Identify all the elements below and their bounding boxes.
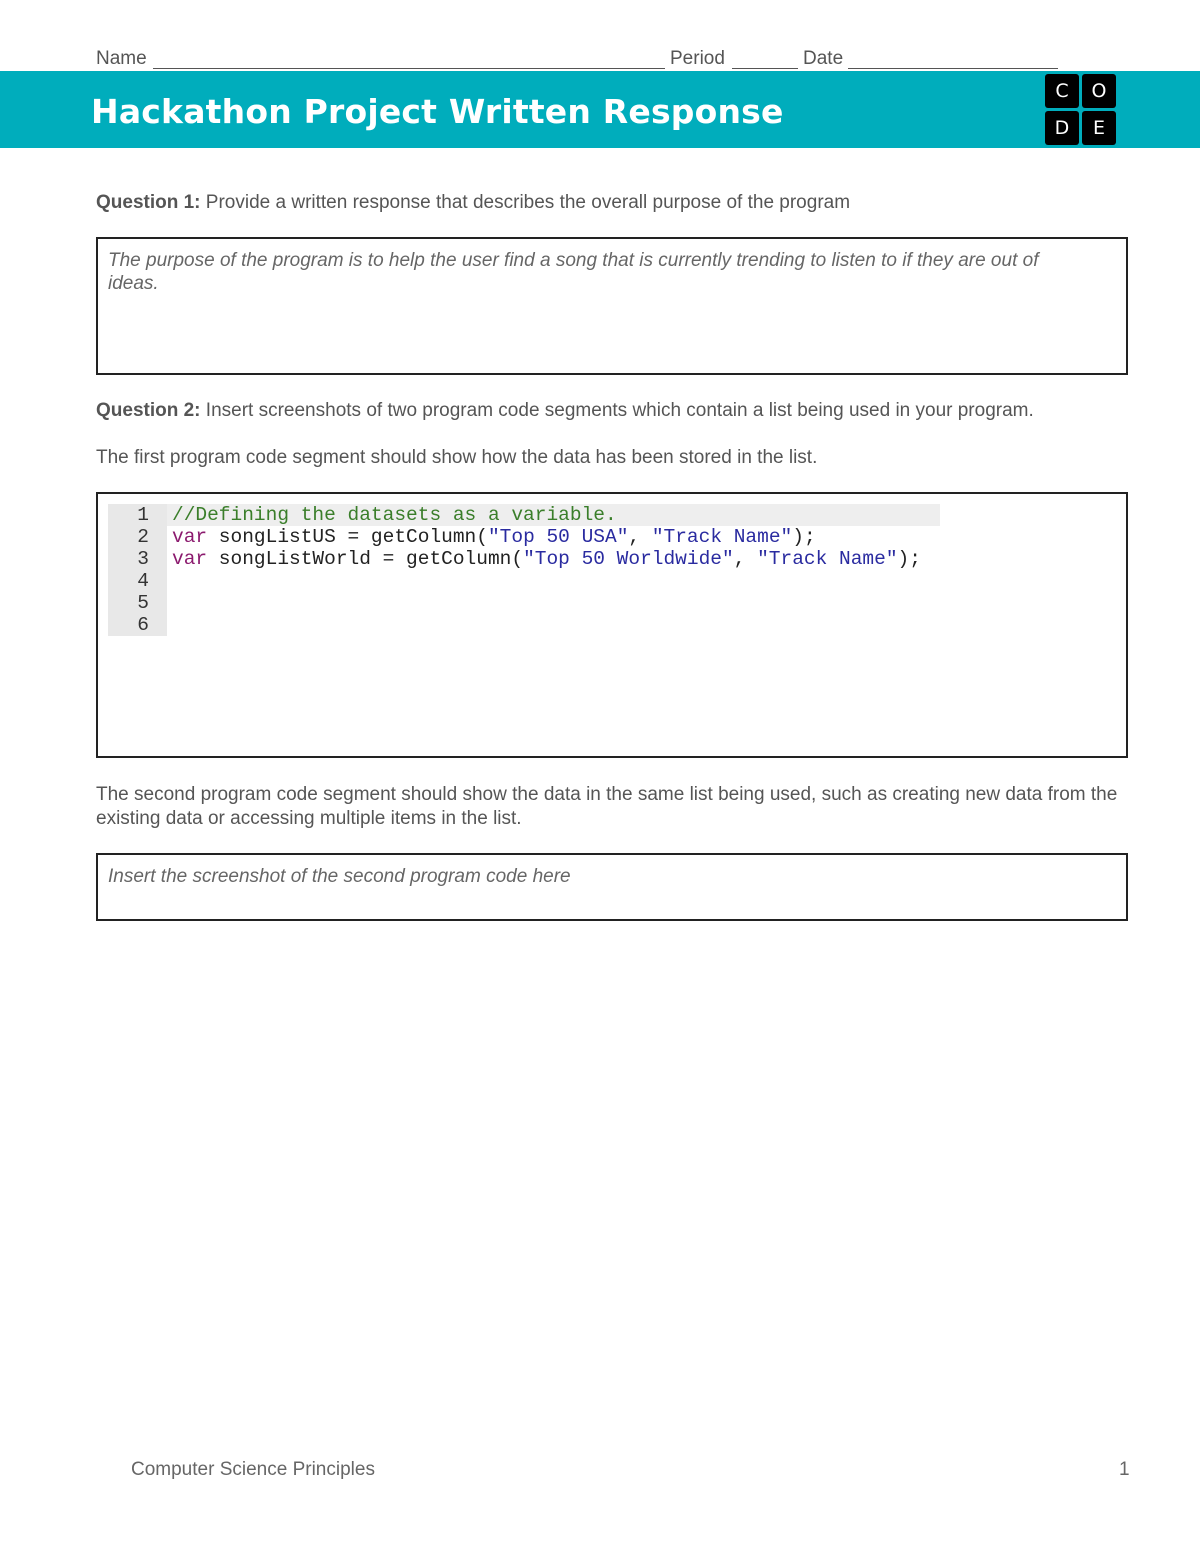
line-number: 4 [108, 570, 167, 592]
code-token: "Track Name" [651, 526, 793, 548]
code-token: var [172, 548, 208, 570]
code-token: songListUS = getColumn( [207, 526, 488, 548]
code-token: "Top 50 USA" [487, 526, 629, 548]
line-number: 5 [108, 592, 167, 614]
line-number: 3 [108, 548, 167, 570]
code-line [108, 504, 940, 526]
code-token: songListWorld = getColumn( [207, 548, 524, 570]
question-1-answer-box[interactable] [96, 237, 1128, 375]
code-text [172, 526, 816, 548]
code-org-logo [1045, 74, 1116, 145]
code-line [108, 592, 940, 614]
period-label: Period [670, 48, 725, 69]
second-segment-instruction: The second program code segment should show the data in the same list being used, such as creating new data from the existing data or accessing multiple items in the list. [96, 784, 1118, 829]
code-token: , [628, 526, 652, 548]
student-info-fields [96, 48, 1058, 70]
code-line [108, 548, 940, 570]
first-segment-instruction: The first program code segment should show how the data has been stored in the list. [96, 447, 818, 468]
logo-tile-c: C [1045, 74, 1079, 108]
logo-tile-e: E [1082, 111, 1116, 145]
page-number: 1 [1119, 1459, 1130, 1480]
logo-tile-d: D [1045, 111, 1079, 145]
code-token: var [172, 526, 208, 548]
code-token: "Top 50 Worldwide" [523, 548, 734, 570]
logo-tile-o: O [1082, 74, 1116, 108]
first-code-segment-box[interactable] [96, 492, 1128, 758]
date-field[interactable] [848, 68, 1058, 69]
question-1 [96, 192, 850, 214]
code-line [108, 614, 940, 636]
line-number: 6 [108, 614, 167, 636]
line-number: 1 [108, 504, 167, 526]
second-code-placeholder: Insert the screenshot of the second program code here [108, 866, 571, 887]
code-line [108, 526, 940, 548]
code-line [108, 570, 940, 592]
question-2-prompt: Insert screenshots of two program code segments which contain a list being used in your program. [205, 400, 1034, 421]
code-token: //Defining the datasets as a variable. [172, 504, 617, 526]
footer-course: Computer Science Principles [131, 1459, 375, 1480]
code-token: , [733, 548, 758, 570]
code-text [172, 504, 617, 526]
code-screenshot [108, 504, 940, 636]
period-field[interactable] [732, 68, 798, 69]
question-2-label: Question 2: [96, 400, 201, 421]
question-1-label: Question 1: [96, 192, 201, 213]
page-title: Hackathon Project Written Response [91, 92, 784, 131]
code-text [172, 548, 921, 570]
question-1-prompt: Provide a written response that describes the overall purpose of the program [205, 192, 851, 213]
code-token: ); [792, 526, 816, 548]
name-field[interactable] [153, 68, 665, 69]
line-number: 2 [108, 526, 167, 548]
code-token: ); [897, 548, 921, 570]
question-1-answer: The purpose of the program is to help the user find a song that is currently trending to listen to if they are out of ideas. [108, 250, 1039, 294]
second-code-segment-box[interactable] [96, 853, 1128, 921]
question-2 [96, 400, 1034, 422]
name-label: Name [96, 48, 147, 69]
date-label: Date [803, 48, 844, 69]
code-token: "Track Name" [757, 548, 898, 570]
